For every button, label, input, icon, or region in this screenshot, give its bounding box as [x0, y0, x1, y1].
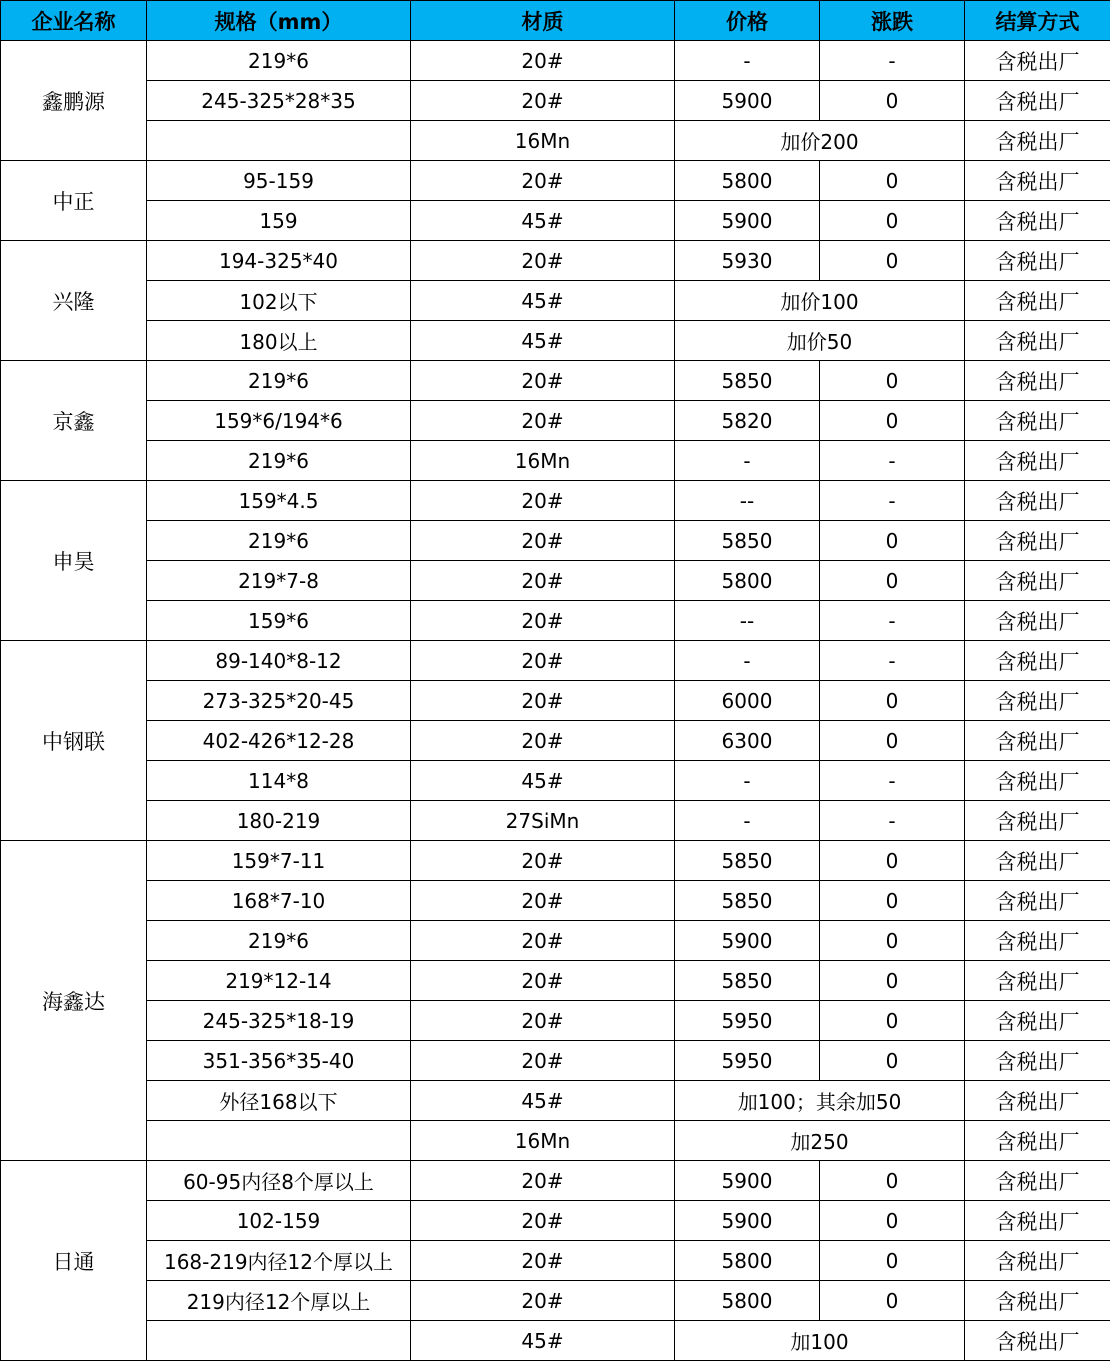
table-row	[1, 1321, 1110, 1361]
material-cell: 20#	[411, 961, 675, 1001]
spec-cell	[147, 1121, 411, 1161]
change-cell: 0	[820, 881, 965, 921]
settlement-cell: 含税出厂	[965, 41, 1110, 81]
table-row	[1, 601, 1110, 641]
table-row	[1, 201, 1110, 241]
settlement-cell: 含税出厂	[965, 641, 1110, 681]
company-name: 京鑫	[1, 361, 147, 481]
settlement-cell: 含税出厂	[965, 1241, 1110, 1281]
material-cell: 45#	[411, 1321, 675, 1361]
settlement-cell: 含税出厂	[965, 1281, 1110, 1321]
change-cell: 0	[820, 1241, 965, 1281]
change-cell: 0	[820, 1041, 965, 1081]
material-cell: 20#	[411, 1201, 675, 1241]
header-row	[1, 1, 1110, 41]
table-row	[1, 961, 1110, 1001]
table-row	[1, 321, 1110, 361]
price-cell: 5800	[675, 561, 820, 601]
table-row	[1, 921, 1110, 961]
company-name: 海鑫达	[1, 841, 147, 1161]
table-row	[1, 481, 1110, 521]
material-cell: 20#	[411, 881, 675, 921]
price-cell: 5900	[675, 81, 820, 121]
spec-cell: 159*6	[147, 601, 411, 641]
material-cell: 20#	[411, 1001, 675, 1041]
price-cell: 5850	[675, 361, 820, 401]
settlement-cell: 含税出厂	[965, 81, 1110, 121]
company-name: 申昊	[1, 481, 147, 641]
spec-cell: 219*6	[147, 41, 411, 81]
change-cell: 0	[820, 1281, 965, 1321]
spec-cell: 273-325*20-45	[147, 681, 411, 721]
material-cell: 16Mn	[411, 441, 675, 481]
table-row	[1, 721, 1110, 761]
spec-cell: 180以上	[147, 321, 411, 361]
header-price: 价格	[675, 1, 820, 41]
material-cell: 20#	[411, 521, 675, 561]
spec-cell: 219*7-8	[147, 561, 411, 601]
price-cell: 5850	[675, 841, 820, 881]
price-cell: 5900	[675, 921, 820, 961]
price-cell: --	[675, 601, 820, 641]
settlement-cell: 含税出厂	[965, 281, 1110, 321]
price-cell: --	[675, 481, 820, 521]
table-row	[1, 1201, 1110, 1241]
table-row	[1, 881, 1110, 921]
table-row	[1, 1041, 1110, 1081]
change-cell: 0	[820, 1001, 965, 1041]
spec-cell: 351-356*35-40	[147, 1041, 411, 1081]
change-cell: -	[820, 41, 965, 81]
settlement-cell: 含税出厂	[965, 961, 1110, 1001]
material-cell: 20#	[411, 1281, 675, 1321]
settlement-cell: 含税出厂	[965, 1161, 1110, 1201]
settlement-cell: 含税出厂	[965, 321, 1110, 361]
change-cell: 0	[820, 681, 965, 721]
table-row	[1, 841, 1110, 881]
spec-cell: 194-325*40	[147, 241, 411, 281]
price-cell: 5800	[675, 1281, 820, 1321]
spec-cell: 102以下	[147, 281, 411, 321]
material-cell: 16Mn	[411, 121, 675, 161]
change-cell: 0	[820, 241, 965, 281]
price-cell: 5800	[675, 161, 820, 201]
table-row	[1, 401, 1110, 441]
settlement-cell: 含税出厂	[965, 401, 1110, 441]
material-cell: 20#	[411, 161, 675, 201]
change-cell: 0	[820, 1161, 965, 1201]
settlement-cell: 含税出厂	[965, 561, 1110, 601]
spec-cell: 外径168以下	[147, 1081, 411, 1121]
price-cell: -	[675, 441, 820, 481]
material-cell: 20#	[411, 681, 675, 721]
spec-cell: 89-140*8-12	[147, 641, 411, 681]
spec-cell: 219*12-14	[147, 961, 411, 1001]
header-change: 涨跌	[820, 1, 965, 41]
material-cell: 16Mn	[411, 1121, 675, 1161]
price-cell: 5950	[675, 1001, 820, 1041]
material-cell: 45#	[411, 281, 675, 321]
table-row	[1, 441, 1110, 481]
table-row	[1, 801, 1110, 841]
change-cell: 0	[820, 161, 965, 201]
spec-cell: 245-325*18-19	[147, 1001, 411, 1041]
table-row	[1, 561, 1110, 601]
price-cell: 5850	[675, 521, 820, 561]
table-row	[1, 1081, 1110, 1121]
material-cell: 45#	[411, 201, 675, 241]
settlement-cell: 含税出厂	[965, 361, 1110, 401]
table-body	[1, 41, 1110, 1361]
price-cell: 5900	[675, 1161, 820, 1201]
spec-cell	[147, 1321, 411, 1361]
material-cell: 20#	[411, 561, 675, 601]
company-name: 鑫鹏源	[1, 41, 147, 161]
material-cell: 20#	[411, 1241, 675, 1281]
change-cell: 0	[820, 921, 965, 961]
change-cell: 0	[820, 401, 965, 441]
header-material: 材质	[411, 1, 675, 41]
settlement-cell: 含税出厂	[965, 521, 1110, 561]
change-cell: -	[820, 481, 965, 521]
company-name: 中正	[1, 161, 147, 241]
settlement-cell: 含税出厂	[965, 441, 1110, 481]
settlement-cell: 含税出厂	[965, 1041, 1110, 1081]
price-note-cell: 加价50	[675, 321, 965, 361]
price-cell: -	[675, 801, 820, 841]
table-row	[1, 681, 1110, 721]
header-company: 企业名称	[1, 1, 147, 41]
change-cell: 0	[820, 81, 965, 121]
price-note-cell: 加100	[675, 1321, 965, 1361]
table-row	[1, 241, 1110, 281]
settlement-cell: 含税出厂	[965, 201, 1110, 241]
change-cell: -	[820, 761, 965, 801]
price-note-cell: 加250	[675, 1121, 965, 1161]
spec-cell: 219*6	[147, 521, 411, 561]
table-row	[1, 161, 1110, 201]
price-cell: -	[675, 641, 820, 681]
price-cell: 5950	[675, 1041, 820, 1081]
material-cell: 20#	[411, 1161, 675, 1201]
spec-cell: 102-159	[147, 1201, 411, 1241]
table-row	[1, 1161, 1110, 1201]
company-name: 日通	[1, 1161, 147, 1361]
price-cell: 5930	[675, 241, 820, 281]
price-cell: 5900	[675, 201, 820, 241]
change-cell: 0	[820, 361, 965, 401]
settlement-cell: 含税出厂	[965, 161, 1110, 201]
material-cell: 20#	[411, 81, 675, 121]
settlement-cell: 含税出厂	[965, 881, 1110, 921]
change-cell: 0	[820, 521, 965, 561]
price-cell: 5820	[675, 401, 820, 441]
spec-cell: 219*6	[147, 361, 411, 401]
change-cell: -	[820, 641, 965, 681]
spec-cell: 159*4.5	[147, 481, 411, 521]
table-row	[1, 1121, 1110, 1161]
settlement-cell: 含税出厂	[965, 481, 1110, 521]
settlement-cell: 含税出厂	[965, 1121, 1110, 1161]
settlement-cell: 含税出厂	[965, 241, 1110, 281]
change-cell: -	[820, 801, 965, 841]
settlement-cell: 含税出厂	[965, 1201, 1110, 1241]
spec-cell: 245-325*28*35	[147, 81, 411, 121]
material-cell: 45#	[411, 321, 675, 361]
table-row	[1, 41, 1110, 81]
material-cell: 20#	[411, 841, 675, 881]
settlement-cell: 含税出厂	[965, 601, 1110, 641]
spec-cell: 168*7-10	[147, 881, 411, 921]
price-cell: 5850	[675, 961, 820, 1001]
change-cell: 0	[820, 561, 965, 601]
company-name: 中钢联	[1, 641, 147, 841]
change-cell: 0	[820, 721, 965, 761]
price-cell: -	[675, 41, 820, 81]
table-row	[1, 1001, 1110, 1041]
table-row	[1, 81, 1110, 121]
material-cell: 27SiMn	[411, 801, 675, 841]
spec-cell: 159*6/194*6	[147, 401, 411, 441]
material-cell: 20#	[411, 241, 675, 281]
price-cell: 5900	[675, 1201, 820, 1241]
table-row	[1, 521, 1110, 561]
header-spec: 规格（mm）	[147, 1, 411, 41]
price-cell: 6000	[675, 681, 820, 721]
material-cell: 20#	[411, 721, 675, 761]
settlement-cell: 含税出厂	[965, 721, 1110, 761]
table-row	[1, 641, 1110, 681]
change-cell: -	[820, 441, 965, 481]
settlement-cell: 含税出厂	[965, 801, 1110, 841]
change-cell: 0	[820, 961, 965, 1001]
spec-cell	[147, 121, 411, 161]
material-cell: 45#	[411, 1081, 675, 1121]
spec-cell: 219*6	[147, 921, 411, 961]
spec-cell: 168-219内径12个厚以上	[147, 1241, 411, 1281]
company-name: 兴隆	[1, 241, 147, 361]
settlement-cell: 含税出厂	[965, 1321, 1110, 1361]
spec-cell: 159*7-11	[147, 841, 411, 881]
table-row	[1, 281, 1110, 321]
material-cell: 45#	[411, 761, 675, 801]
price-cell: 5800	[675, 1241, 820, 1281]
table-row	[1, 1241, 1110, 1281]
price-note-cell: 加价100	[675, 281, 965, 321]
settlement-cell: 含税出厂	[965, 761, 1110, 801]
spec-cell: 60-95内径8个厚以上	[147, 1161, 411, 1201]
price-cell: 6300	[675, 721, 820, 761]
material-cell: 20#	[411, 481, 675, 521]
settlement-cell: 含税出厂	[965, 681, 1110, 721]
header-settlement: 结算方式	[965, 1, 1110, 41]
price-cell: -	[675, 761, 820, 801]
spec-cell: 159	[147, 201, 411, 241]
change-cell: 0	[820, 1201, 965, 1241]
material-cell: 20#	[411, 41, 675, 81]
change-cell: 0	[820, 841, 965, 881]
price-note-cell: 加100；其余加50	[675, 1081, 965, 1121]
change-cell: 0	[820, 201, 965, 241]
spec-cell: 180-219	[147, 801, 411, 841]
spec-cell: 114*8	[147, 761, 411, 801]
price-note-cell: 加价200	[675, 121, 965, 161]
spec-cell: 402-426*12-28	[147, 721, 411, 761]
spec-cell: 219*6	[147, 441, 411, 481]
price-cell: 5850	[675, 881, 820, 921]
settlement-cell: 含税出厂	[965, 841, 1110, 881]
table-row	[1, 121, 1110, 161]
table-row	[1, 1281, 1110, 1321]
settlement-cell: 含税出厂	[965, 1081, 1110, 1121]
material-cell: 20#	[411, 401, 675, 441]
material-cell: 20#	[411, 641, 675, 681]
material-cell: 20#	[411, 921, 675, 961]
table-header	[1, 1, 1110, 41]
material-cell: 20#	[411, 361, 675, 401]
spec-cell: 95-159	[147, 161, 411, 201]
table-row	[1, 761, 1110, 801]
settlement-cell: 含税出厂	[965, 121, 1110, 161]
settlement-cell: 含税出厂	[965, 921, 1110, 961]
spec-cell: 219内径12个厚以上	[147, 1281, 411, 1321]
change-cell: -	[820, 601, 965, 641]
material-cell: 20#	[411, 1041, 675, 1081]
settlement-cell: 含税出厂	[965, 1001, 1110, 1041]
table-row	[1, 361, 1110, 401]
material-cell: 20#	[411, 601, 675, 641]
